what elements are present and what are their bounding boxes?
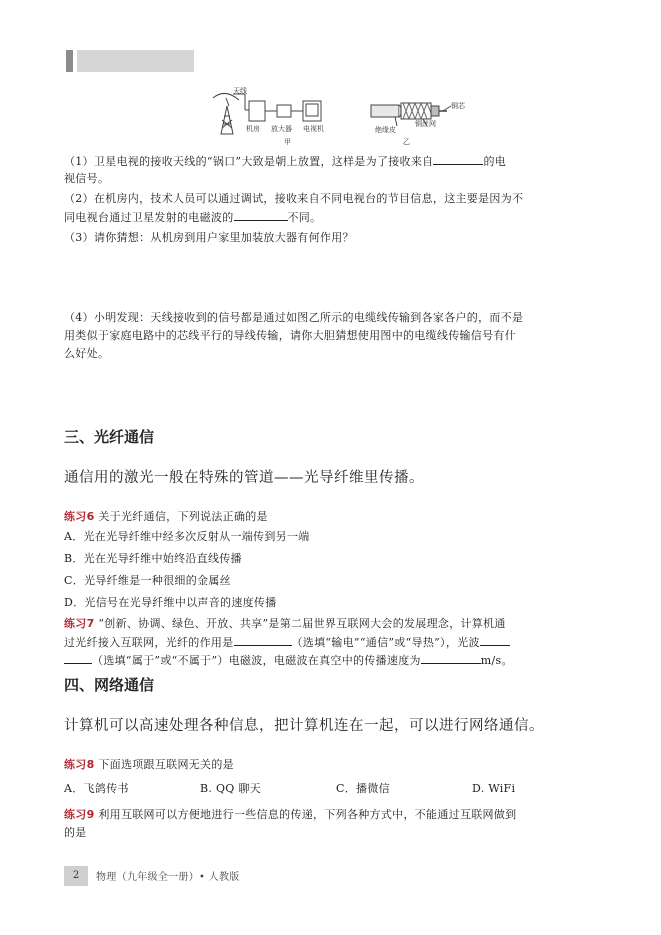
- q1-text-b: 的电: [483, 155, 507, 168]
- q2-line2: [64, 208, 321, 227]
- ex7-text1: “创新、协调、绿色、开放、共享”是第二届世界互联网大会的发展理念，计算机通: [98, 617, 506, 630]
- insulation-label: 绝缘皮: [375, 126, 396, 134]
- q4-line2: 用类似于家庭电路中的芯线平行的导线传输，请你大胆猜想使用图中的电缆线传输信号有什: [64, 329, 516, 342]
- q3-line1: （3）请你猜想：从机房到用户家里加装放大器有何作用？: [64, 231, 354, 244]
- ex7-blank1[interactable]: [234, 633, 292, 646]
- ex7-label: 练习7: [64, 617, 95, 630]
- header-bar-light: [77, 50, 194, 72]
- ex8-label: 练习8: [64, 758, 95, 771]
- q2-blank[interactable]: [234, 208, 288, 221]
- ex8-option-c[interactable]: C．播微信: [336, 782, 390, 795]
- page-number: 2: [64, 866, 88, 886]
- figure-yi: [371, 103, 451, 126]
- ex7-text3a: （选填“属于”或“不属于”）电磁波，电磁波在真空中的传播速度为: [92, 654, 421, 667]
- figure-jia-label: 甲: [284, 138, 291, 146]
- ex7-blank3[interactable]: [421, 651, 481, 664]
- ex7-line2: [64, 633, 510, 652]
- ex6-option-b[interactable]: B．光在光导纤维中始终沿直线传播: [64, 552, 242, 565]
- ex8-stem-line: [64, 756, 234, 774]
- tv-label: 电视机: [303, 125, 324, 133]
- q1-blank[interactable]: [433, 152, 483, 165]
- ex9-text1: 利用互联网可以方便地进行一些信息的传递，下列各种方式中，不能通过互联网做到: [98, 808, 517, 821]
- ex8-option-a[interactable]: A．飞鸽传书: [64, 782, 129, 795]
- machine-room-box: [249, 101, 265, 121]
- ex8-option-d[interactable]: D. WiFi: [472, 782, 516, 795]
- ex8-stem: 下面选项跟互联网无关的是: [98, 758, 234, 771]
- ex6-stem-line: [64, 508, 268, 526]
- q1-line1: [64, 152, 506, 171]
- ex7-blank2-cont[interactable]: [64, 651, 92, 664]
- ex7-text2a: 过光纤接入互联网，光纤的作用是: [64, 636, 234, 649]
- q4-line3: 么好处。: [64, 347, 110, 360]
- ex6-option-a[interactable]: A．光在光导纤维中经多次反射从一端传到另一端: [64, 530, 310, 543]
- copper-mesh-label: 铜丝网: [415, 120, 436, 128]
- q1-text: （1）卫星电视的接收天线的“锅口”大致是朝上放置，这样是为了接收来自: [64, 155, 434, 168]
- amplifier-label: 放大器: [271, 125, 292, 133]
- ex6-option-d[interactable]: D．光信号在光导纤维中以声音的速度传播: [64, 596, 277, 609]
- q2-text-c: 不同。: [287, 211, 322, 224]
- section3-title: 三、光纤通信: [64, 428, 155, 446]
- section3-intro: 通信用的激光一般在特殊的管道——光导纤维里传播。: [64, 470, 424, 486]
- section4-intro: 计算机可以高速处理各种信息，把计算机连在一起，可以进行网络通信。: [64, 718, 544, 734]
- q2-text: 同电视台通过卫星发射的电磁波的: [64, 211, 234, 224]
- antenna-label: 天线: [233, 87, 247, 95]
- header-bar-dark: [66, 50, 73, 72]
- ex7-line1: [64, 615, 506, 633]
- ex9-label: 练习9: [64, 808, 95, 821]
- ex6-option-c[interactable]: C．光导纤维是一种很细的金属丝: [64, 574, 231, 587]
- section4-title: 四、网络通信: [64, 676, 155, 694]
- ex9-line1: [64, 806, 516, 824]
- ex6-label: 练习6: [64, 510, 95, 523]
- ex8-option-b[interactable]: B. QQ 聊天: [200, 782, 262, 795]
- figure-yi-label: 乙: [403, 138, 410, 146]
- machine-room-label: 机房: [246, 125, 260, 133]
- ex9-line2: 的是: [64, 826, 87, 839]
- footer-text: 物理（九年级全一册）• 人教版: [96, 872, 240, 883]
- ex7-blank2[interactable]: [480, 633, 510, 646]
- amplifier-box: [277, 105, 291, 117]
- q2-line1: （2）在机房内，技术人员可以通过调试，接收来自不同电视台的节目信息，这主要是因为不: [64, 192, 524, 205]
- ex7-text3b: m/s。: [480, 654, 513, 667]
- ex6-stem: 关于光纤通信，下列说法正确的是: [98, 510, 268, 523]
- ex7-line3: [64, 651, 513, 670]
- ex7-text2b: （选填“输电”“通信”或“导热”），光波: [291, 636, 480, 649]
- q1-line2: 视信号。: [64, 172, 110, 185]
- q4-line1: （4）小明发现：天线接收到的信号都是通过如图乙所示的电缆线传输到各家各户的，而不是: [64, 311, 524, 324]
- copper-core-label: 铜芯: [451, 102, 465, 110]
